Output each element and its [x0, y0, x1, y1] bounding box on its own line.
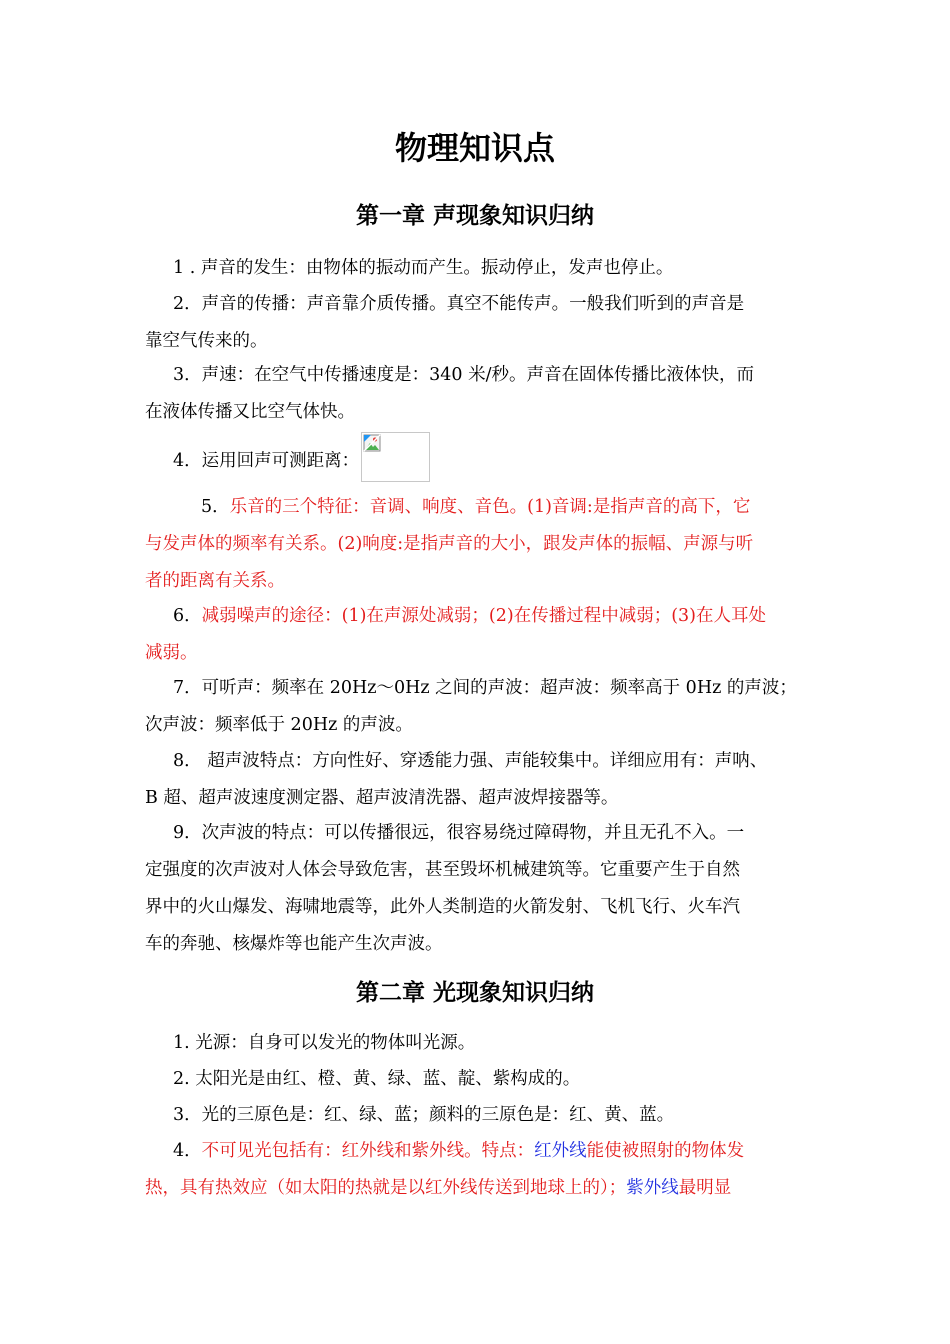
ch1-item-3-line-1: 3．声速：在空气中传播速度是：340 米/秒。声音在固体传播比液体快，而 — [173, 365, 754, 385]
ch2-item-4 — [145, 1133, 810, 1207]
ch2-item-4-number: 4． — [173, 1141, 202, 1161]
ch1-item-9-line-4: 车的奔驰、核爆炸等也能产生次声波。 — [145, 934, 443, 954]
ch1-item-5 — [145, 489, 810, 600]
ch2-item-1 — [145, 1025, 810, 1062]
ch1-item-1-text: 1 . 声音的发生：由物体的振动而产生。振动停止，发声也停止。 — [173, 258, 674, 278]
ch1-item-8 — [145, 743, 810, 817]
ch2-item-4-line-1-red-2: 能使被照射的物体发 — [586, 1141, 745, 1161]
ch1-item-8-line-1: 8． 超声波特点：方向性好、穿透能力强、声能较集中。详细应用有：声呐、 — [173, 751, 768, 771]
ch2-item-3 — [145, 1097, 810, 1134]
ch1-item-5-number: 5． — [201, 497, 230, 517]
ch1-item-6-line-2: 减弱。 — [145, 643, 198, 663]
ch1-item-5-line-3: 者的距离有关系。 — [145, 571, 285, 591]
ch1-item-2 — [145, 286, 810, 360]
ch1-item-7-line-1: 7．可听声：频率在 20Hz～0Hz 之间的声波：超声波：频率高于 0Hz 的声波； — [173, 678, 797, 698]
ch2-item-3-text: 3．光的三原色是：红、绿、蓝；颜料的三原色是：红、黄、蓝。 — [173, 1105, 675, 1125]
ch2-item-4-line-1-red: 不可见光包括有：红外线和紫外线。特点： — [201, 1141, 535, 1161]
ch1-item-7 — [145, 670, 810, 744]
ch1-item-1 — [173, 250, 813, 287]
chapter-2-title: 第二章 光现象知识归纳 — [355, 980, 594, 1006]
ch1-item-9-line-1: 9．次声波的特点：可以传播很远，很容易绕过障碍物，并且无孔不入。一 — [173, 823, 745, 843]
ch1-item-3-line-2: 在液体传播又比空气体快。 — [145, 402, 355, 422]
ch1-item-5-line-1: 乐音的三个特征：音调、响度、音色。(1)音调:是指声音的高下，它 — [229, 497, 751, 517]
ch1-item-9-line-2: 定强度的次声波对人体会导致危害，甚至毁坏机械建筑等。它重要产生于自然 — [145, 860, 740, 880]
ch1-item-4 — [145, 440, 810, 482]
ch2-item-4-line-2-red: 热，具有热效应（如太阳的热就是以红外线传送到地球上的）； — [145, 1178, 627, 1198]
ch1-item-6 — [145, 598, 810, 672]
ch2-item-1-text: 1. 光源：自身可以发光的物体叫光源。 — [173, 1033, 476, 1053]
ch2-item-2-text: 2. 太阳光是由红、橙、黄、绿、蓝、靛、紫构成的。 — [173, 1069, 581, 1089]
ch1-item-9 — [145, 815, 810, 963]
ch2-item-4-ultraviolet: 紫外线 — [626, 1178, 679, 1198]
ch1-item-8-line-2: B 超、超声波速度测定器、超声波清洗器、超声波焊接器等。 — [145, 788, 619, 808]
ch2-item-2 — [145, 1061, 810, 1098]
broken-image-icon — [363, 434, 381, 452]
ch1-item-6-line-1: 减弱噪声的途径：(1)在声源处减弱；(2)在传播过程中减弱；(3)在人耳处 — [201, 606, 767, 626]
embedded-image-placeholder — [361, 432, 430, 482]
chapter-1-title: 第一章 声现象知识归纳 — [355, 203, 594, 229]
ch1-item-9-line-3: 界中的火山爆发、海啸地震等，此外人类制造的火箭发射、飞机飞行、火车汽 — [145, 897, 740, 917]
ch1-item-7-line-2: 次声波：频率低于 20Hz 的声波。 — [145, 715, 413, 735]
ch1-item-3 — [145, 357, 810, 431]
ch1-item-2-line-1: 2．声音的传播：声音靠介质传播。真空不能传声。一般我们听到的声音是 — [173, 294, 745, 314]
page-title: 物理知识点 — [394, 129, 555, 167]
ch2-item-4-line-2-red-2: 最明显 — [678, 1178, 732, 1198]
ch1-item-2-line-2: 靠空气传来的。 — [145, 331, 268, 351]
ch2-item-4-infrared: 红外线 — [534, 1141, 587, 1161]
ch1-item-4-text: 4．运用回声可测距离： — [173, 450, 360, 471]
ch1-item-6-number: 6． — [173, 606, 202, 626]
ch1-item-5-line-2: 与发声体的频率有关系。(2)响度:是指声音的大小，跟发声体的振幅、声源与听 — [145, 534, 754, 554]
